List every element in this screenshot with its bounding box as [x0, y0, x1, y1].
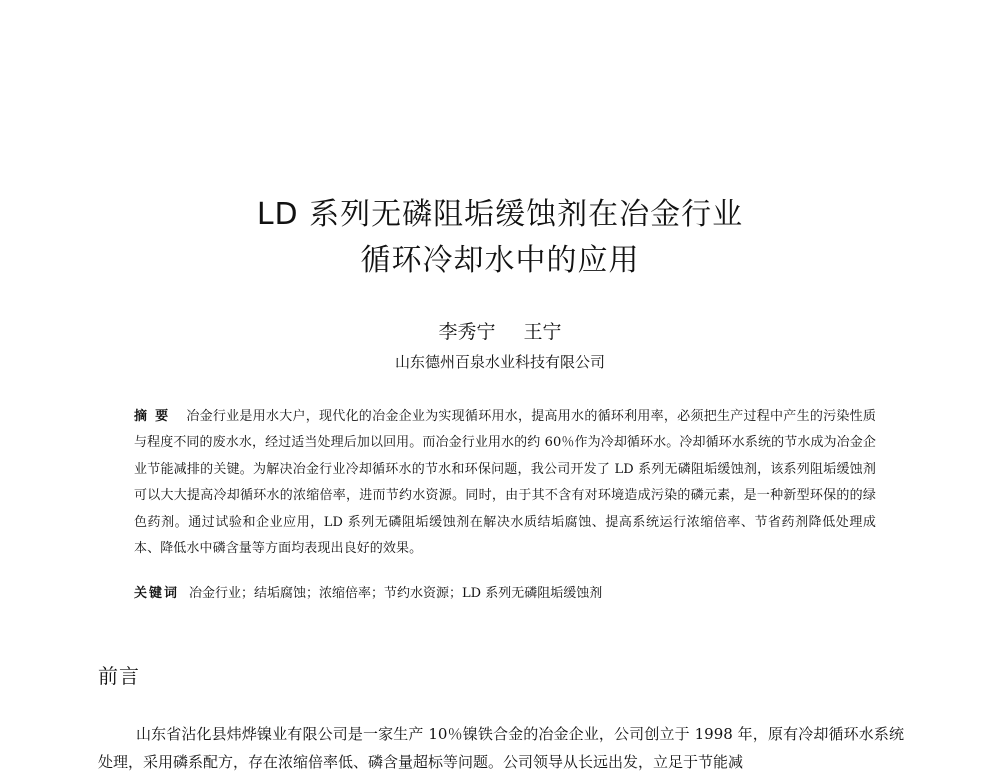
paper-title-line-2: 循环冷却水中的应用 [360, 243, 640, 278]
author-affiliation: 山东德州百泉水业科技有限公司 [394, 353, 605, 371]
paper-title-line-1: LD 系列无磷阻垢缓蚀剂在冶金行业 [256, 197, 744, 232]
keywords-label: 关键词 [134, 586, 180, 601]
abstract [134, 404, 876, 562]
paper-title [0, 192, 1000, 284]
author-list [0, 320, 1000, 344]
author-name: 王宁 [523, 321, 562, 343]
section-body-paragraph: 山东省沾化县炜烨镍业有限公司是一家生产 10％镍铁合金的冶金企业，公司创立于 1998 年，原有冷却循环水系统处理，采用磷系配方，存在浓缩倍率低、磷含量超标等问题。公司领导从长远出发，立足于节能减 [98, 725, 904, 771]
abstract-label: 摘要 [134, 409, 177, 424]
section-heading-introduction: 前言 [98, 664, 140, 688]
keywords-text: 冶金行业；结垢腐蚀；浓缩倍率；节约水资源；LD 系列无磷阻垢缓蚀剂 [189, 586, 603, 601]
abstract-text: 冶金行业是用水大户，现代化的冶金企业为实现循环用水，提高用水的循环利用率，必须把生产过程中产生的污染性质与程度不同的废水水，经过适当处理后加以回用。而冶金行业用水的约 60％作为冷却循环水。冷却循环水系统的节水成为冶金企业节能减排的关键。为解决冶金行业冷却循环水的节水和环保问题，我公司开发了 LD 系列无磷阻垢缓蚀剂，该系列阻垢缓蚀剂可以大大提高冷却循环水的浓缩倍率，进而节约水资源。同时，由于其不含有对环境造成污染的磷元素，是一种新型环保的的绿色药剂。通过试验和企业应用，LD 系列无磷阻垢缓蚀剂在解决水质结垢腐蚀、提高系统运行浓缩倍率、节省药剂降低处理成本、降低水中磷含量等方面均表现出良好的效果。 [134, 409, 876, 557]
keywords [134, 584, 876, 604]
author-name: 李秀宁 [438, 321, 496, 343]
